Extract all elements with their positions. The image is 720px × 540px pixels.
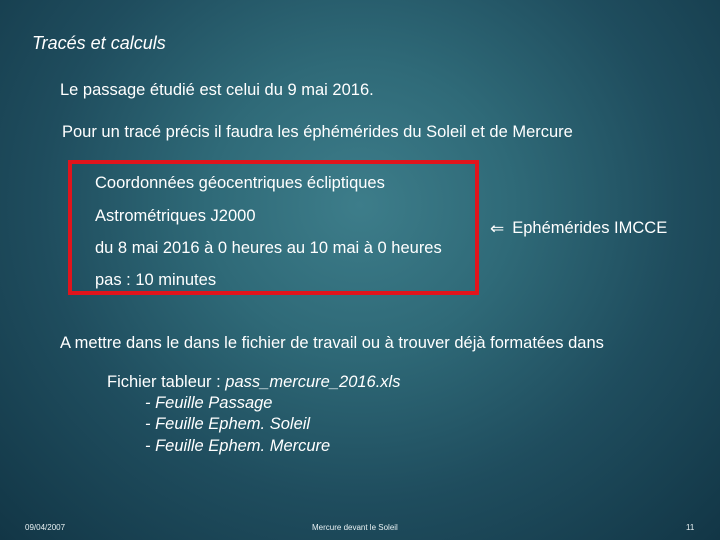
box-item-coordinates: Coordonnées géocentriques écliptiques (95, 174, 385, 192)
sheet-ephem-mercure: - Feuille Ephem. Mercure (145, 437, 331, 455)
box-item-date-range: du 8 mai 2016 à 0 heures au 10 mai à 0 heures (95, 239, 442, 257)
ephemerides-source (490, 219, 667, 238)
intro-text: Le passage étudié est celui du 9 mai 2016. (60, 81, 374, 99)
sheet-ephem-soleil: - Feuille Ephem. Soleil (145, 415, 311, 433)
footer-date: 09/04/2007 (25, 523, 66, 532)
work-note: A mettre dans le dans le fichier de travail ou à trouver déjà formatées dans (60, 334, 604, 352)
box-item-step: pas : 10 minutes (95, 271, 217, 289)
file-prefix: Fichier tableur : (107, 373, 226, 391)
box-item-astrometric: Astrométriques J2000 (95, 207, 256, 225)
page-number: 11 (686, 523, 695, 532)
double-arrow-left-icon: ⇐ (490, 219, 505, 238)
ephemerides-label: Ephémérides IMCCE (512, 219, 668, 237)
sheet-passage: - Feuille Passage (145, 394, 273, 412)
file-name: pass_mercure_2016.xls (225, 373, 401, 391)
precision-note: Pour un tracé précis il faudra les éphémérides du Soleil et de Mercure (62, 123, 573, 141)
spreadsheet-file (107, 373, 400, 392)
footer-title: Mercure devant le Soleil (312, 523, 398, 532)
slide-title: Tracés et calculs (32, 33, 166, 53)
